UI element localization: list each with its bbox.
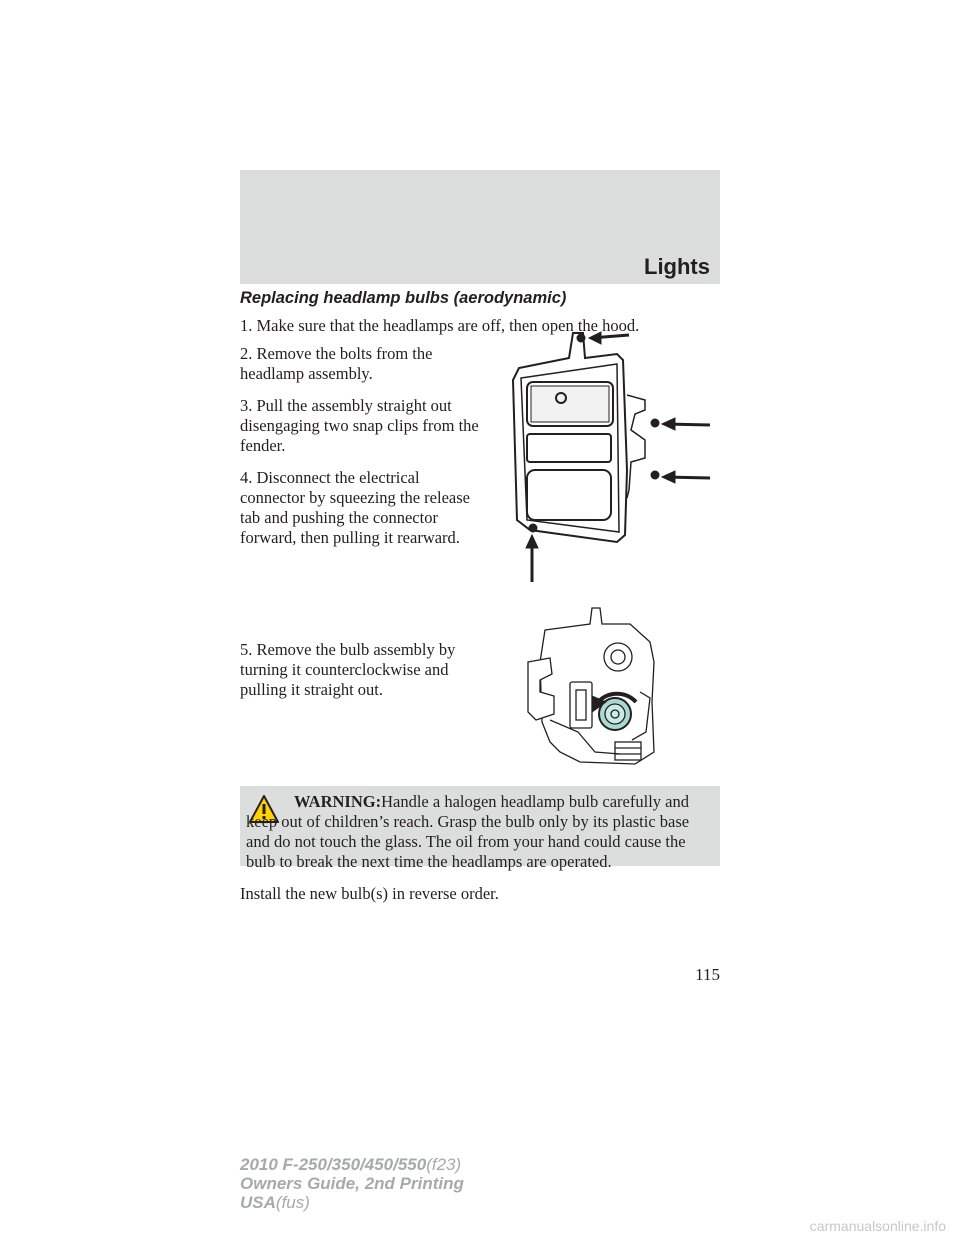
- bulb-socket-illustration: [520, 602, 670, 772]
- headlamp-assembly-illustration: [505, 320, 720, 585]
- page-number: 115: [695, 965, 720, 984]
- step-3: 3. Pull the assembly straight out disengaging two snap clips from the fender.: [240, 396, 479, 455]
- step-4: 4. Disconnect the electrical connector by squeezing the release tab and pushing the connector forward, then pulling it rearward.: [240, 468, 470, 547]
- step-2: 2. Remove the bolts from the headlamp assembly.: [240, 344, 433, 383]
- subheading: Replacing headlamp bulbs (aerodynamic): [240, 289, 567, 307]
- footer-guide: Owners Guide, 2nd Printing: [240, 1174, 464, 1193]
- footer-region-code: (fus): [275, 1193, 310, 1212]
- closing-instruction: Install the new bulb(s) in reverse order.: [240, 884, 499, 903]
- footer-region: USA: [240, 1193, 276, 1212]
- warning-box: [240, 786, 720, 871]
- warning-label: WARNING:: [294, 792, 382, 811]
- step-5: 5. Remove the bulb assembly by turning it counterclockwise and pulling it straight out.: [240, 640, 456, 699]
- warning-body: Handle a halogen headlamp bulb carefully and keep out of children’s reach. Grasp the bulb only by its plastic base and do not touch the glass. The oil from your hand could cause the bulb to break the next time the headlamps are operated.: [246, 792, 690, 871]
- footer-model: 2010 F-250/350/450/550: [240, 1155, 427, 1174]
- section-title: Lights: [644, 254, 710, 279]
- footer-model-code: (f23): [426, 1155, 462, 1174]
- warning-text: [246, 792, 712, 872]
- watermark: carmanualsonline.info: [809, 1218, 946, 1234]
- footer: [240, 1155, 464, 1212]
- step-1: 1. Make sure that the headlamps are off, then open the hood.: [240, 316, 640, 335]
- section-header-band: [240, 170, 720, 284]
